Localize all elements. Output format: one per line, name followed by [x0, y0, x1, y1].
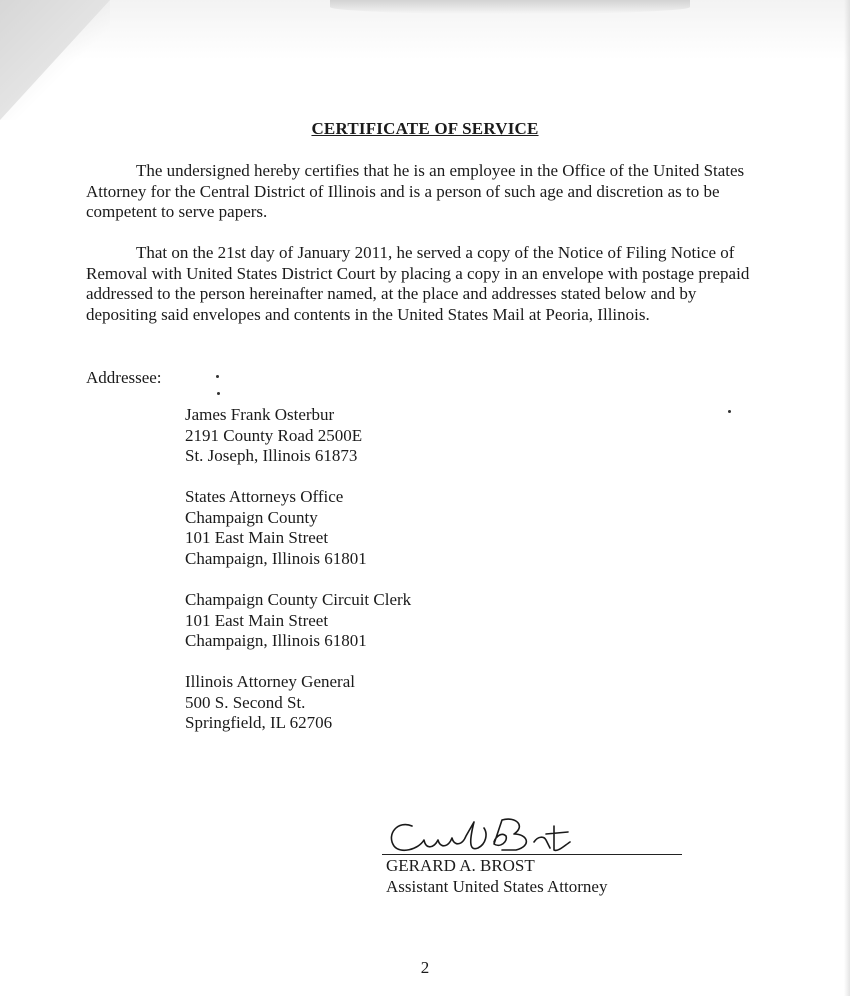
scan-speck [216, 375, 219, 378]
addressee-label: Addressee: [86, 368, 162, 387]
service-paragraph [86, 243, 756, 325]
addressee-block [185, 672, 355, 734]
corner-shadow [0, 0, 110, 120]
top-shadow [330, 0, 690, 14]
addressee-block [185, 487, 367, 569]
addressee-block [185, 405, 362, 467]
certification-text: The undersigned hereby certifies that he is an employee in the Office of the United States Attorney for the Central District of Illinois and is a person of such age and discretion as to be competent to serve papers. [86, 161, 745, 221]
address-line: Springfield, IL 62706 [185, 713, 333, 732]
address-line: 101 East Main Street [185, 610, 329, 630]
address-line: Champaign, Illinois 61801 [185, 548, 367, 568]
signer-name: GERARD A. BROST [386, 856, 535, 875]
handwritten-signature [378, 812, 578, 860]
address-line: James Frank Osterbur [185, 405, 335, 424]
address-line: Champaign County Circuit Clerk [185, 590, 412, 609]
address-line: 500 S. Second St. [185, 692, 306, 712]
page-number: 2 [420, 958, 430, 977]
address-line: Illinois Attorney General [185, 672, 355, 691]
page-title: CERTIFICATE OF SERVICE [311, 119, 539, 138]
service-text: That on the 21st day of January 2011, he served a copy of the Notice of Filing Notice of Removal with United States District Court by placing a copy in an envelope with postage prepaid addressed to the person hereinafter named, at the place and addresses stated below and by depositing said envelopes and contents in the United States Mail at Peoria, Illinois. [86, 243, 750, 324]
address-line: Champaign, Illinois 61801 [185, 631, 367, 650]
addressee-block [185, 590, 411, 652]
page-edge [844, 0, 850, 996]
address-line: 2191 County Road 2500E [185, 425, 363, 445]
signer-title: Assistant United States Attorney [386, 877, 608, 896]
certification-paragraph [86, 161, 756, 223]
address-line: Champaign County [185, 507, 318, 527]
address-line: 101 East Main Street [185, 528, 329, 547]
signature-line [382, 854, 682, 855]
scan-speck [728, 410, 731, 413]
address-line: States Attorneys Office [185, 487, 344, 506]
scan-speck [217, 392, 220, 395]
address-line: St. Joseph, Illinois 61873 [185, 446, 358, 465]
